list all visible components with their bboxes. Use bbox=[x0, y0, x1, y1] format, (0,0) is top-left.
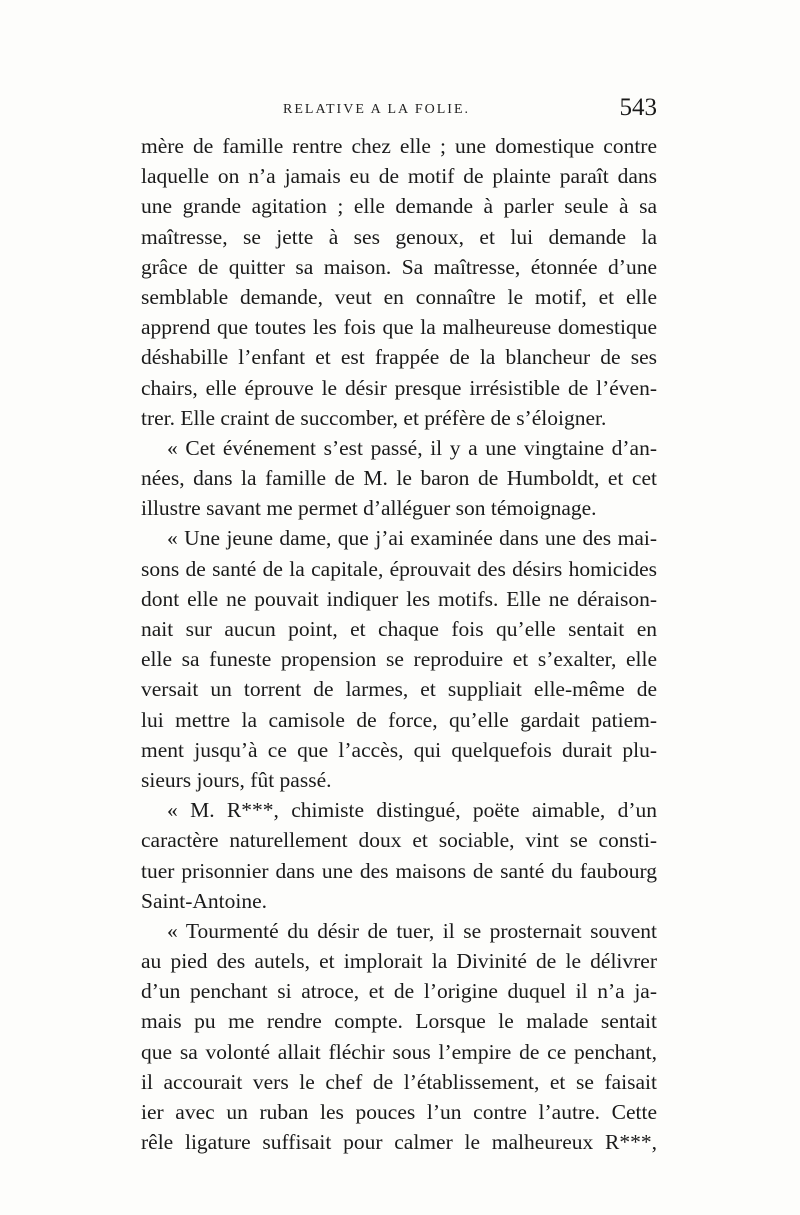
text-line: elle sa funeste propension se reproduire et s’exalter, elle bbox=[141, 647, 657, 672]
running-title: RELATIVE A LA FOLIE. bbox=[283, 102, 470, 117]
body-text bbox=[141, 131, 657, 1157]
text-line: sieurs jours, fût passé. bbox=[141, 767, 332, 792]
text-line: apprend que toutes les fois que la malheureuse domestique bbox=[141, 315, 657, 340]
text-line: tuer prisonnier dans une des maisons de santé du faubourg bbox=[141, 858, 657, 883]
text-line: « Tourmenté du désir de tuer, il se prosternait souvent bbox=[167, 918, 657, 943]
text-line: déshabille l’enfant et est frappée de la blancheur de ses bbox=[141, 345, 657, 370]
text-line: lui mettre la camisole de force, qu’elle gardait patiem- bbox=[141, 707, 657, 732]
text-line: versait un torrent de larmes, et suppliait elle-même de bbox=[141, 677, 657, 702]
text-line: il accourait vers le chef de l’établissement, et se faisait bbox=[141, 1069, 657, 1094]
text-line: « M. R***, chimiste distingué, poëte aimable, d’un bbox=[167, 798, 657, 823]
text-line: « Une jeune dame, que j’ai examinée dans une des mai- bbox=[167, 526, 657, 551]
page-number: 543 bbox=[619, 94, 657, 121]
text-line: que sa volonté allait fléchir sous l’empire de ce penchant, bbox=[141, 1039, 657, 1064]
text-line: chairs, elle éprouve le désir presque irrésistible de l’éven- bbox=[141, 375, 657, 400]
text-line: caractère naturellement doux et sociable, vint se consti- bbox=[141, 828, 657, 853]
text-line: grâce de quitter sa maison. Sa maîtresse, étonnée d’une bbox=[141, 254, 657, 279]
text-line: semblable demande, veut en connaître le motif, et elle bbox=[141, 284, 657, 309]
text-line: trer. Elle craint de succomber, et préfère de s’éloigner. bbox=[141, 405, 607, 430]
text-line: sons de santé de la capitale, éprouvait des désirs homicides bbox=[141, 556, 657, 581]
text-line: illustre savant me permet d’alléguer son témoignage. bbox=[141, 496, 597, 521]
text-line: maîtresse, se jette à ses genoux, et lui demande la bbox=[141, 224, 657, 249]
text-line: nées, dans la famille de M. le baron de Humboldt, et cet bbox=[141, 466, 657, 491]
text-line: une grande agitation ; elle demande à parler seule à sa bbox=[141, 194, 657, 219]
text-line: « Cet événement s’est passé, il y a une vingtaine d’an- bbox=[167, 435, 657, 460]
text-line: au pied des autels, et implorait la Divinité de le délivrer bbox=[141, 949, 657, 974]
text-line: d’un penchant si atroce, et de l’origine duquel il n’a ja- bbox=[141, 979, 657, 1004]
text-line: dont elle ne pouvait indiquer les motifs. Elle ne déraison- bbox=[141, 586, 657, 611]
text-line: ier avec un ruban les pouces l’un contre l’autre. Cette bbox=[141, 1100, 657, 1124]
text-line: Saint-Antoine. bbox=[141, 888, 267, 913]
text-line: rêle ligature suffisait pour calmer le malheureux R***, bbox=[141, 1130, 657, 1155]
text-line: laquelle on n’a jamais eu de motif de plainte paraît dans bbox=[141, 164, 657, 189]
running-head bbox=[141, 94, 657, 128]
text-line: nait sur aucun point, et chaque fois qu’elle sentait en bbox=[141, 617, 657, 641]
text-line: ment jusqu’à ce que l’accès, qui quelquefois durait plu- bbox=[141, 737, 657, 762]
text-line: mais pu me rendre compte. Lorsque le malade sentait bbox=[141, 1009, 657, 1034]
text-line: mère de famille rentre chez elle ; une domestique contre bbox=[141, 134, 657, 158]
